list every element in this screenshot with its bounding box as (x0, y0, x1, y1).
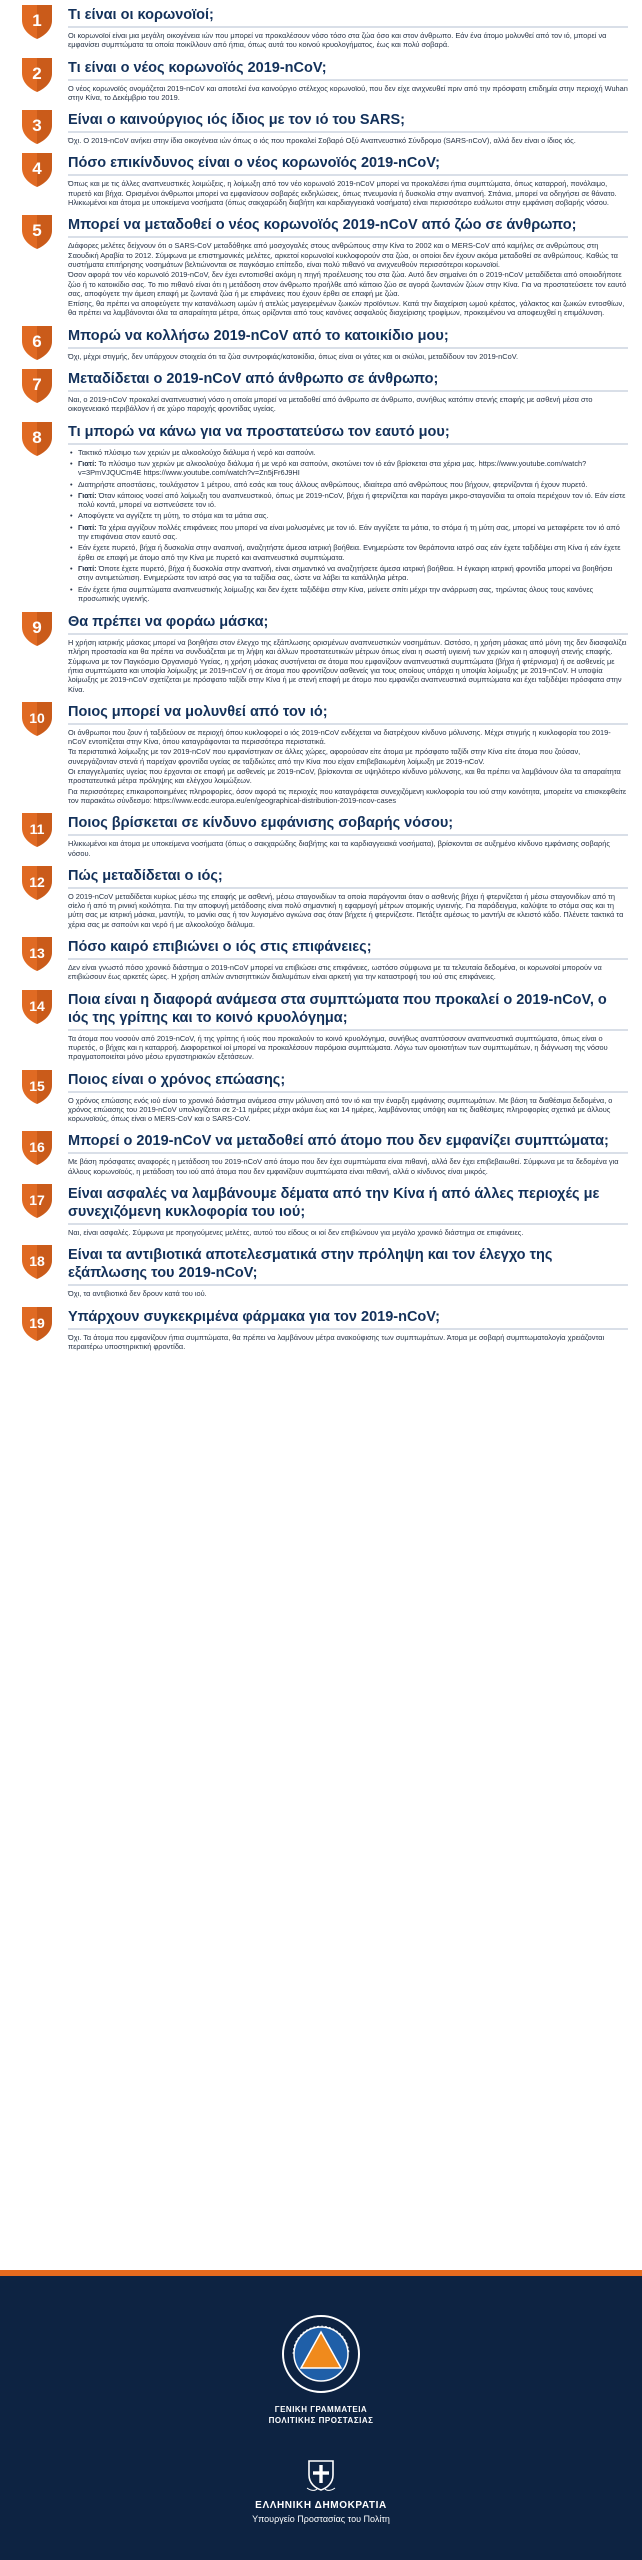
faq-item (0, 148, 642, 210)
faq-question: Ποιος βρίσκεται σε κίνδυνο εμφάνισης σοβαρής νόσου; (68, 815, 454, 832)
faq-answer (68, 963, 628, 982)
advice-text: Το πλύσιμο των χεριών με αλκοολούχο διάλυμα ή με νερό και σαπούνι, σκοτώνει τον ιό εάν βρίσκεται στα χέρια μας. https://www.youtube.com/watch?v=3PmVJQUCm4E https://www.youtube.com/watch?v=Zn5jFr6J9HI (78, 458, 587, 478)
divider (68, 633, 628, 635)
faq-answer (68, 892, 628, 929)
faq-answer (68, 839, 628, 858)
orange-shield-icon (20, 323, 54, 361)
faq-question: Θα πρέπει να φοράω μάσκα; (68, 614, 269, 631)
faq-question: Ποια είναι η διαφορά ανάμεσα στα συμπτώματα που προκαλεί ο 2019-nCoV, ο ιός της γρίπης και το κοινό κρυολόγημα; (68, 991, 607, 1026)
faq-question: Πώς μεταδίδεται ο ιός; (68, 867, 223, 884)
org-name-line1: ΓΕΝΙΚΗ ΓΡΑΜΜΑΤΕΙΑ (274, 2405, 368, 2414)
faq-answer (68, 1333, 628, 1352)
advice-reason-label: Γιατί: (78, 522, 97, 532)
advice-item (78, 543, 628, 562)
answer-paragraph: Με βάση πρόσφατες αναφορές η μετάδοση του 2019-nCoV από άτομο που δεν έχει συμπτώματα είναι πιθανή, αλλά δεν έχει επιβεβαιωθεί. Σύμφωνα με τα δεδομένα για άλλους κορωνοϊούς, η μετάδοση του ιού από άτομα που δεν εμφανίζουν συμπτώματα είναι πιθανή, αλλά ο κίνδυνος είναι μικρός. (68, 1157, 619, 1176)
faq-answer (68, 241, 628, 317)
orange-shield-icon (20, 699, 54, 737)
divider (68, 390, 628, 392)
divider (68, 26, 628, 28)
faq-answer (68, 84, 628, 103)
faq-number: 8 (32, 427, 42, 447)
advice-item (78, 511, 628, 520)
orange-shield-icon (20, 609, 54, 647)
answer-paragraph: Όχι. Ο 2019-nCoV ανήκει στην ίδια οικογένεια ιών όπως ο ιός που προκαλεί Σοβαρό Οξύ Αναπνευστικό Σύνδρομο (SARS-nCoV), αλλά δεν είναι ο ίδιος ιός. (68, 136, 576, 146)
answer-paragraph: Οι κορωνοϊοί είναι μια μεγάλη οικογένεια ιών που μπορεί να προκαλέσουν νόσο τόσο στα ζώα όσο και στον άνθρωπο. Εάν ένα άτομο μολυνθεί από τον ιό, μπορεί να εμφανίσει συμπτώματα τα οποία ποικίλλουν από ήπια, όπως αυτά του κοινού κρυολογήματος, έως και πολύ σοβαρά. (68, 31, 607, 50)
faq-number: 12 (29, 873, 45, 890)
answer-paragraph: Όπως και με τις άλλες αναπνευστικές λοιμώξεις, η λοίμωξη από τον νέο κορωνοϊό 2019-nCoV μπορεί να προκαλέσει ήπια συμπτώματα, όπως καταρροή, πονόλαιμο, πυρετό και βήχα. Ορισμένοι άνθρωποι μπορεί να εμφανίσουν σοβαρές εκδηλώσεις, όπως πνευμονία ή δυσκολία στην αναπνοή. Σπάνια, μπορεί να οδηγήσει σε θάνατο. Ηλικιωμένοι και άτομα με υποκείμενα νοσήματα (όπως σακχαρώδη διαβήτη και καρδιαγγειακά νοσήματα) είναι περισσότερο ευάλωτοι στην εμφάνιση σοβαρής νόσου. (68, 179, 617, 208)
faq-answer (68, 352, 628, 361)
divider (68, 174, 628, 176)
answer-paragraph: Ναι, είναι ασφαλές. Σύμφωνα με προηγούμενες μελέτες, αυτού του είδους οι ιοί δεν επιβιώνουν για μεγάλο χρονικό διάστημα σε επιφάνειες. (68, 1228, 524, 1237)
faq-number: 6 (32, 331, 42, 351)
advice-text: Τακτικό πλύσιμο των χεριών με αλκοολούχο διάλυμα ή νερό και σαπούνι. (78, 447, 316, 457)
divider (68, 1328, 628, 1330)
faq-question: Ποιος μπορεί να μολυνθεί από τον ιό; (68, 703, 328, 720)
orange-shield-icon (20, 1067, 54, 1105)
answer-paragraph: Οι επαγγελματίες υγείας που έρχονται σε επαφή με ασθενείς με 2019-nCoV, βρίσκονται σε υψηλότερο κίνδυνο μόλυνσης, και θα πρέπει να λαμβάνουν όλα τα απαραίτητα προστατευτικά μέτρα πρόληψης και ελέγχου λοιμώξεων. (68, 767, 621, 786)
divider (68, 131, 628, 133)
footer-accent-stripe (0, 2270, 642, 2276)
faq-number: 14 (29, 997, 45, 1014)
faq-item (0, 0, 642, 53)
answer-paragraph: Όχι. Τα άτομα που εμφανίζουν ήπια συμπτώματα, θα πρέπει να λαμβάνουν μέτρα ανακούφισης των συμπτωμάτων. Άτομα με σοβαρή συμπτωματολογία χρειάζονται περαιτέρω υποστηρικτική φροντίδα. (68, 1332, 605, 1351)
faq-number: 15 (29, 1077, 45, 1094)
divider (68, 834, 628, 836)
orange-shield-icon (20, 810, 54, 848)
state-name: ΕΛΛΗΝΙΚΗ ΔΗΜΟΚΡΑΤΙΑ (255, 2500, 387, 2511)
answer-paragraph: Δεν είναι γνωστό πόσο χρονικό διάστημα ο 2019-nCoV μπορεί να επιβιώσει στις επιφάνειες, ωστόσο σύμφωνα με τα τελευταία δεδομένα, οι κορωνοϊοί μπορούν να επιβιώσουν έως αρκετές ώρες. Η χρήση απλών αντισηπτικών διαλυμάτων είναι αρκετή για την καταστροφή του ιού στις επιφάνειες. (68, 963, 602, 982)
faq-item (0, 1179, 642, 1240)
faq-item (0, 607, 642, 697)
advice-text: Αποφύγετε να αγγίζετε τη μύτη, το στόμα και τα μάτια σας. (78, 511, 269, 521)
faq-item (0, 861, 642, 932)
faq-answer (68, 1034, 628, 1062)
faq-number: 9 (32, 618, 42, 638)
faq-number: 5 (32, 221, 42, 241)
faq-item (0, 1302, 642, 1355)
divider (68, 1152, 628, 1154)
faq-item (0, 321, 642, 364)
faq-answer (68, 395, 628, 414)
faq-number: 17 (29, 1192, 45, 1208)
advice-list (68, 448, 628, 603)
divider (68, 1029, 628, 1031)
faq-number: 13 (29, 945, 45, 962)
answer-paragraph: Διάφορες μελέτες δείχνουν ότι ο SARS-CoV μεταδόθηκε από μοσχογαλές στους ανθρώπους στην Κίνα το 2002 και ο MERS-CoV από καμήλες σε ανθρώπους στη Σαουδική Αραβία το 2012. Σύμφωνα με επιστημονικές μελέτες, αρκετοί κορωνοϊοί κυκλοφορούν στα ζώα, οι οποίοι δεν έχουν ακόμα μεταδοθεί σε ανθρώπους. Καθώς τα συστήματα επιτήρησης νοσημάτων βελτιώνονται σε παγκόσμιο επίπεδο, είναι πολύ πιθανό να ανιχνευθούν περισσότεροι κορωνοϊοί. (68, 241, 618, 269)
faq-item (0, 210, 642, 320)
advice-item (78, 491, 628, 510)
civil-protection-logo-icon (281, 2314, 361, 2394)
faq-question: Τι μπορώ να κάνω για να προστατεύσω τον εαυτό μου; (68, 423, 450, 440)
divider (68, 887, 628, 889)
advice-item (78, 564, 628, 583)
faq-answer (68, 638, 628, 694)
faq-number: 2 (32, 63, 42, 83)
faq-answer (68, 1228, 628, 1237)
orange-shield-icon (20, 987, 54, 1025)
answer-paragraph: Όσον αφορά τον νέο κορωνοϊό 2019-nCoV, δεν έχει εντοπισθεί ακόμη η πηγή προέλευσης του στα ζώα. Αυτό δεν σημαίνει ότι ο 2019-nCoV μεταδίδεται από οποιοδήποτε ζώο ή το κατοικίδιο σας. Το πιο πιθανό είναι ότι η μετάδοση στον άνθρωπο προήλθε από κάποιο ζώο σε αγορά ζωντανών ζώων στην Κίνα. Για να προστατεύσετε τον εαυτό σας, αποφύγετε την άμεση επαφή με ζωντανά ζώα ή με επιφάνειες που έχουν έρθει σε επαφή με ζώα. (68, 270, 627, 298)
faq-question: Τι είναι οι κορωνοϊοί; (68, 7, 214, 23)
faq-answer (68, 179, 628, 207)
advice-text: Εάν έχετε πυρετό, βήχα ή δυσκολία στην αναπνοή, αναζητήστε άμεσα ιατρική βοήθεια. Ενημερώστε τον θεράποντα ιατρό σας εάν έχετε ταξιδέψει στη Κίνα ή εάν έχετε έρθει σε επαφή με άτομο από την Κίνα με πυρετό και αναπνευστικά συμπτώματα. (78, 543, 621, 562)
orange-shield-icon (20, 1304, 54, 1342)
faq-item (0, 985, 642, 1065)
faq-number: 10 (29, 709, 45, 726)
orange-shield-icon (20, 419, 54, 457)
org-name-line2: ΠΟΛΙΤΙΚΗΣ ΠΡΟΣΤΑΣΙΑΣ (268, 2416, 374, 2425)
divider (68, 1284, 628, 1286)
faq-answer (68, 31, 628, 50)
faq-item (0, 364, 642, 417)
answer-paragraph: Ναι, ο 2019-nCoV προκαλεί αναπνευστική νόσο η οποία μπορεί να μεταδοθεί από άνθρωπο σε άνθρωπο, συνήθως κατόπιν στενής επαφής με ασθενή μέσα στο οικογενειακό περιβάλλον ή σε χώρο παροχής φροντίδας υγείας. (68, 395, 593, 414)
divider (68, 236, 628, 238)
faq-item (0, 808, 642, 861)
advice-item (78, 523, 628, 542)
faq-question: Μπορεί να μεταδοθεί ο νέος κορωνοϊός 2019-nCoV από ζώο σε άνθρωπο; (68, 217, 577, 234)
answer-paragraph: Ο χρόνος επώασης ενός ιού είναι το χρονικό διάστημα ανάμεσα στην μόλυνση από τον ιό και την έναρξη εμφάνισης συμπτωμάτων. Με βάση τα διαθέσιμα δεδομένα, ο χρόνος επώασης του 2019-nCoV υπολογίζεται σε 2-11 ημέρες μέχρι ακόμα έως και 14 ημέρες, λαμβάνοντας υπόψη και τις διαθέσιμες πληροφορίες σχετικά με άλλους κορωνοϊούς, όπως είναι ο MERS-CoV και ο SARS-CoV. (68, 1095, 613, 1124)
faq-number: 19 (29, 1314, 45, 1331)
divider (68, 1091, 628, 1093)
divider (68, 723, 628, 725)
advice-text: Όποτε έχετε πυρετό, βήχα ή δυσκολία στην αναπνοή, είναι σημαντικό να αναζητήσετε άμεσα ιατρική βοήθεια. Η έγκαιρη ιατρική φροντίδα μπορεί να βοηθήσει στην αντιμετώπιση. Ενημερώστε τον ιατρό σας για τα ταξίδια σας, ώστε να λάβει τα κατάλληλα μέτρα. (78, 563, 613, 583)
answer-paragraph: Η χρήση ιατρικής μάσκας μπορεί να βοηθήσει στον έλεγχο της εξάπλωσης ορισμένων αναπνευστικών νοσημάτων. Ωστόσο, η χρήση μάσκας από μόνη της δεν διασφαλίζει πλήρη προστασία και θα πρέπει να συνδυάζεται με τη λήψη και άλλων προστατευτικών μέτρων όπως είναι η σωστή υγιεινή των χεριών και η αποφυγή στενής επαφής. Σύμφωνα με τον Παγκόσμιο Οργανισμό Υγείας, η χρήση μάσκας συστήνεται σε άτομα που εμφανίζουν αναπνευστικά συμπτώματα (βήχα ή φτέρνισμα) ή σε ασθενείς με ήπια συμπτώματα και υποψία λοίμωξης με 2019-nCoV ή σε άτομα που φροντίζουν ασθενείς για τους οποίους υπάρχει η υποψία λοίμωξης με 2019-nCoV. Η υποψία λοίμωξης με 2019-nCoV σχετίζεται με πρόσφατο ταξίδι στην Κίνα ή με στενή επαφή με άτομο που εμφανίζει αναπνευστικά συμπτώματα και έχει ταξιδέψει πρόσφατα στην Κίνα. (68, 638, 627, 694)
faq-answer (68, 1096, 628, 1124)
faq-number: 16 (29, 1139, 45, 1156)
advice-reason-label: Γιατί: (78, 458, 97, 468)
faq-number: 4 (32, 159, 42, 179)
orange-shield-icon (20, 107, 54, 145)
faq-number: 1 (32, 11, 42, 30)
advice-item (78, 480, 628, 489)
faq-item (0, 1065, 642, 1127)
advice-text: Διατηρήστε αποστάσεις, τουλάχιστον 1 μέτρου, από εσάς και τους άλλους ανθρώπους, ιδιαίτερα από ανθρώπους που βήχουν, φτερνίζονται ή έχουν πυρετό. (78, 479, 588, 489)
advice-item (78, 459, 628, 478)
faq-item (0, 932, 642, 985)
orange-shield-icon (20, 934, 54, 972)
answer-paragraph: Ο νέος κορωνοϊός ονομάζεται 2019-nCoV και αποτελεί ένα καινούργιο στέλεχος κορωνοϊού, που δεν είχε ανιχνευθεί πριν από την πρόσφατη επιδημία στην περιοχή Wuhan στην Κίνα, το Δεκέμβριο του 2019. (68, 83, 628, 102)
advice-reason-label: Γιατί: (78, 490, 97, 500)
faq-item (0, 697, 642, 808)
answer-paragraph: Όχι, μέχρι στιγμής, δεν υπάρχουν στοιχεία ότι τα ζώα συντροφιάς/κατοικίδια, όπως είναι οι γάτες και οι σκύλοι, μεταδίδουν τον 2019-nCoV. (68, 351, 519, 361)
orange-shield-icon (20, 2, 54, 40)
faq-answer (68, 448, 628, 603)
advice-item (78, 448, 628, 457)
ministry-name: Υπουργείο Προστασίας του Πολίτη (252, 2514, 390, 2524)
divider (68, 958, 628, 960)
divider (68, 347, 628, 349)
faq-number: 18 (29, 1253, 45, 1270)
faq-question: Ποιος είναι ο χρόνος επώασης; (68, 1071, 286, 1088)
answer-paragraph: Επίσης, θα πρέπει να αποφεύγετε την κατανάλωση ωμών ή ατελώς μαγειρεμένων ζωικών προϊόντων. Κατά την διαχείριση ωμού κρέατος, γάλακτος και ζωικών εντοσθίων, θα πρέπει να λαμβάνονται όλα τα απαραίτητα μέτρα, όπως ορίζονται από τους κανόνες ασφαλούς διαχείρισης τροφίμων, προκειμένου να αποφευχθεί η επιμόλυνση. (68, 299, 625, 318)
advice-text: Όταν κάποιος νοσεί από λοίμωξη του αναπνευστικού, όπως με 2019-nCoV, βήχει ή φτερνίζεται και παράγει μικρο-σταγονίδια τα οποία περιέχουν τον ιό. Εάν είστε πολύ κοντά, μπορεί να εισπνεύσετε τον ιό. (78, 490, 626, 510)
faq-question: Μπορώ να κολλήσω 2019-nCoV από το κατοικίδιο μου; (68, 327, 449, 344)
orange-shield-icon (20, 1242, 54, 1280)
answer-paragraph: Για περισσότερες επικαιροποιημένες πληροφορίες, όσον αφορά τις περιοχές που καταγράφεται συνεχιζόμενη κυκλοφορία του ιού στην κοινότητα, μπορείτε να επισκεφθείτε τον παρακάτω σύνδεσμο: https://www.ecdc.europa.eu/en/geographical-distribution-2019-ncov-cases (68, 786, 627, 805)
answer-paragraph: Ηλικιωμένοι και άτομα με υποκείμενα νοσήματα (όπως ο σακχαρώδης διαβήτης και τα καρδιαγγειακά νοσήματα), βρίσκονται σε αυξημένο κίνδυνο εμφάνισης σοβαρής νόσου. (68, 839, 610, 858)
faq-question: Πόσο καιρό επιβιώνει ο ιός στις επιφάνειες; (68, 939, 372, 956)
faq-item (0, 1240, 642, 1301)
faq-answer (68, 1289, 628, 1298)
advice-reason-label: Γιατί: (78, 563, 97, 573)
faq-number: 7 (32, 375, 42, 395)
orange-shield-icon (20, 212, 54, 250)
faq-question: Πόσο επικίνδυνος είναι ο νέος κορωνοϊός 2019-nCoV; (68, 155, 440, 172)
orange-shield-icon (20, 1181, 54, 1219)
faq-item (0, 417, 642, 607)
orange-shield-icon (20, 150, 54, 188)
footer (0, 2270, 642, 2560)
answer-paragraph: Τα περιστατικά λοίμωξης με τον 2019-nCoV που εμφανίστηκαν σε άλλες χώρες, αφορούσαν είτε άτομα με πρόσφατο ταξίδι στην Κίνα είτε άτομα που ζούσαν, συνεργάζονταν στενά ή παρείχαν φροντίδα υγείας σε ταξιδιώτες από την Κίνα που είχαν επιβεβαιωμένη λοίμωξη με 2019-nCoV. (68, 747, 581, 766)
faq-question: Υπάρχουν συγκεκριμένα φάρμακα για τον 2019-nCoV; (68, 1308, 440, 1325)
answer-paragraph: Όχι, τα αντιβιοτικά δεν δρουν κατά του ιού. (68, 1289, 207, 1299)
divider (68, 443, 628, 445)
divider (68, 79, 628, 81)
advice-text: Εάν έχετε ήπια συμπτώματα αναπνευστικής λοίμωξης και δεν έχετε ταξιδέψει στην Κίνα, μείνετε σπίτι μέχρι την ανάρρωση σας, τηρώντας όλους τους κανόνες προσωπικής υγιεινής. (78, 584, 594, 603)
orange-shield-icon (20, 366, 54, 404)
faq-number: 3 (32, 116, 42, 136)
faq-item (0, 1126, 642, 1179)
orange-shield-icon (20, 55, 54, 93)
advice-item (78, 585, 628, 604)
faq-item (0, 105, 642, 148)
faq-question: Είναι ασφαλές να λαμβάνουμε δέματα από την Κίνα ή από άλλες περιοχές με συνεχιζόμενη κυκλοφορία του ιού; (68, 1186, 600, 1220)
answer-paragraph: Ο 2019-nCoV μεταδίδεται κυρίως μέσω της επαφής με ασθενή, μέσω σταγονιδίων τα οποία παράγονται όταν ο ασθενής βήχει ή φτερνίζεται ή μέσω σταγονιδίων από τη σίελο ή από τη ρινική κοιλότητα. Για την αποφυγή μετάδοσης είναι πολύ σημαντική η εφαρμογή μέτρων ατομικής υγιεινής. Για παράδειγμα, καλύψτε το στόμα σας και τη μύτη σας με ιατρική μάσκα, μαντήλι, το μανίκι σας ή τον λυγισμένο αγκώνα σας όταν βήχετε ή φτερνίζεστε. Πετάξτε αμέσως το μαντήλι σε κλειστό κάδο. Πλένετε τακτικά τα χέρια σας με σαπούνι και νερό ή με αλκοολούχο διάλυμα. (68, 891, 624, 929)
faq-question: Είναι τα αντιβιοτικά αποτελεσματικά στην πρόληψη και τον έλεγχο της εξάπλωσης του 2019-nCoV; (68, 1247, 553, 1282)
faq-question: Μεταδίδεται ο 2019-nCoV από άνθρωπο σε άνθρωπο; (68, 371, 439, 388)
answer-paragraph: Τα άτομα που νοσούν από 2019-nCoV, ή της γρίπης ή ιούς που προκαλούν το κοινό κρυολόγημα, συνήθως αναπτύσσουν αναπνευστικά συμπτώματα, όπως είναι ο πυρετός, ο βήχας και η καταρροή. Διαφορετικοί ιοί μπορεί να προκαλέσουν παρόμοια συμπτώματα. Λόγω των ομοιοτήτων των συμπτωμάτων, η διάγνωση της νόσου πραγματοποιείται μόνο μέσω εργαστηριακών εξετάσεων. (68, 1033, 608, 1062)
greek-coat-of-arms-icon (305, 2458, 337, 2492)
faq-answer (68, 1157, 628, 1176)
orange-shield-icon (20, 863, 54, 901)
divider (68, 1223, 628, 1225)
answer-paragraph: Οι άνθρωποι που ζουν ή ταξιδεύουν σε περιοχή όπου κυκλοφορεί ο ιός 2019-nCoV ενδέχεται να διατρέχουν κίνδυνο μόλυνσης. Μέχρι στιγμής η κυκλοφορία του 2019-nCoV εντοπίζεται στην Κίνα, όπου καταγράφονται τα περισσότερα περιστατικά. (68, 727, 611, 747)
faq-question: Είναι ο καινούργιος ιός ίδιος με τον ιό του SARS; (68, 112, 405, 129)
advice-text: Τα χέρια αγγίζουν πολλές επιφάνειες που μπορεί να είναι μολυσμένες με τον ιό. Εάν αγγίζετε τα μάτια, το στόμα ή τη μύτη σας, μπορεί να μεταφέρετε τον ιό από την επιφάνεια στον εαυτό σας. (78, 522, 620, 542)
orange-shield-icon (20, 1128, 54, 1166)
faq-answer (68, 136, 628, 145)
faq-question: Τι είναι ο νέος κορωνοϊός 2019-nCoV; (68, 59, 327, 76)
faq-item (0, 53, 642, 106)
faq-question: Μπορεί ο 2019-nCoV να μεταδοθεί από άτομο που δεν εμφανίζει συμπτώματα; (68, 1133, 609, 1150)
faq-number: 11 (29, 821, 45, 838)
faq-answer (68, 728, 628, 805)
